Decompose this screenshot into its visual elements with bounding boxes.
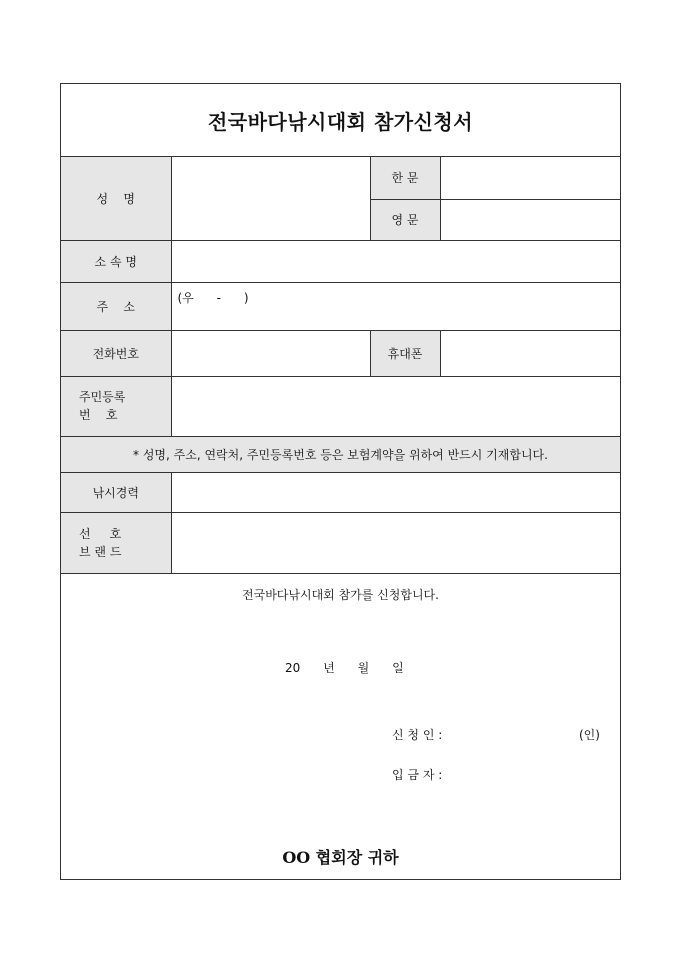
mobile-field[interactable] bbox=[440, 330, 620, 376]
resident-number-label bbox=[61, 376, 171, 436]
date-line: 20 년 월 일 bbox=[285, 661, 404, 675]
address-field[interactable] bbox=[171, 282, 620, 330]
declaration-section bbox=[61, 577, 620, 879]
phone-label: 전화번호 bbox=[61, 330, 171, 376]
mobile-label: 휴대폰 bbox=[370, 330, 440, 376]
postal-code-placeholder: (우 - ) bbox=[177, 290, 249, 305]
phone-field[interactable] bbox=[171, 330, 370, 376]
preferred-brand-label bbox=[61, 512, 171, 573]
declaration-text: 전국바다낚시대회 참가를 신청합니다. bbox=[242, 588, 439, 602]
application-form bbox=[60, 83, 621, 880]
preferred-brand-field[interactable] bbox=[171, 512, 620, 573]
seal-mark: (인) bbox=[579, 728, 600, 742]
affiliation-label: 소 속 명 bbox=[61, 240, 171, 282]
fishing-career-label: 낚시경력 bbox=[61, 472, 171, 512]
hanja-field[interactable] bbox=[440, 157, 620, 199]
brand-label-line1: 선 호 bbox=[79, 526, 122, 541]
name-label: 성 명 bbox=[61, 157, 171, 240]
resident-label-line2: 번 호 bbox=[79, 408, 118, 422]
english-field[interactable] bbox=[440, 199, 620, 240]
resident-label-line1: 주민등록 bbox=[79, 390, 126, 404]
name-field[interactable] bbox=[171, 157, 370, 240]
depositor-label: 입 금 자 : bbox=[392, 768, 443, 782]
affiliation-field[interactable] bbox=[171, 240, 620, 282]
fishing-career-field[interactable] bbox=[171, 472, 620, 512]
insurance-notice: * 성명, 주소, 연락처, 주민등록번호 등은 보험계약을 위하여 반드시 기재합니다. bbox=[61, 436, 620, 472]
address-label: 주 소 bbox=[61, 282, 171, 330]
hanja-label: 한 문 bbox=[370, 157, 440, 199]
brand-label-line2: 브 랜 드 bbox=[79, 544, 122, 559]
english-label: 영 문 bbox=[370, 199, 440, 240]
form-table bbox=[61, 157, 620, 574]
addressee: OO 협회장 귀하 bbox=[282, 848, 399, 867]
resident-number-field[interactable] bbox=[171, 376, 620, 436]
form-title: 전국바다낚시대회 참가신청서 bbox=[61, 84, 620, 157]
applicant-label: 신 청 인 : bbox=[392, 728, 443, 742]
